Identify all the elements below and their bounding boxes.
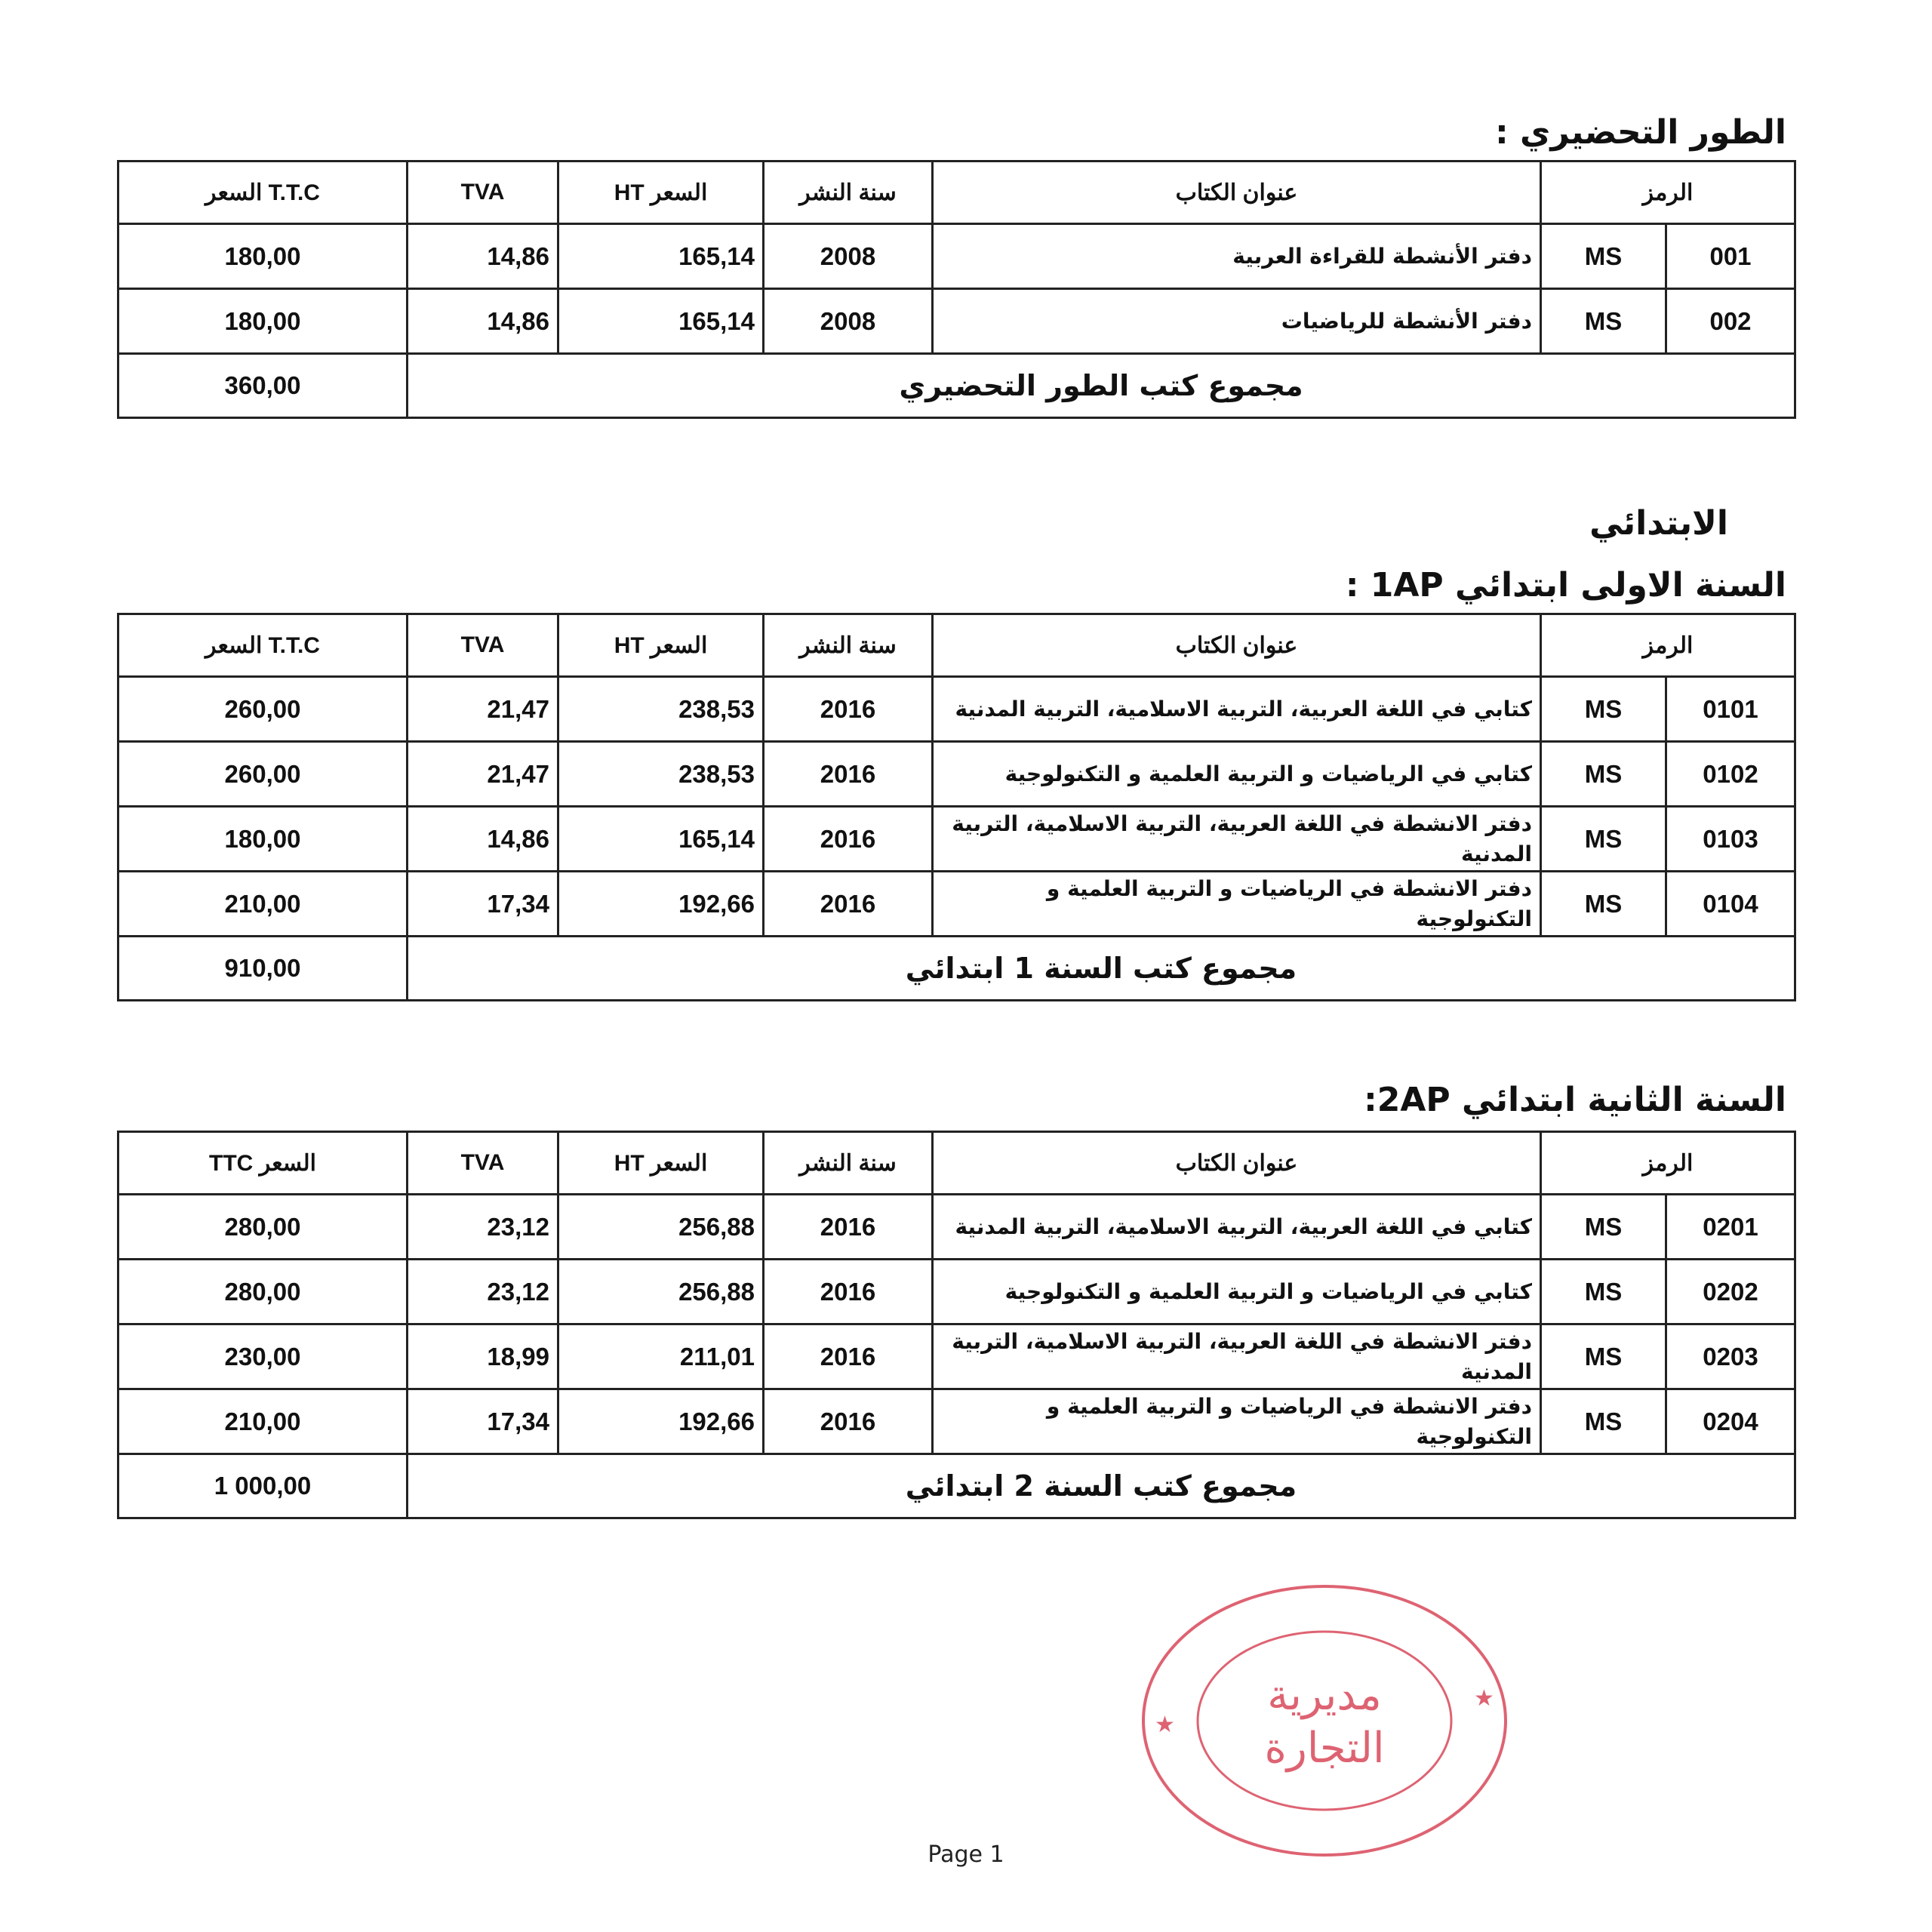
tva-cell: 17,34 bbox=[408, 1389, 558, 1454]
tva-cell: 18,99 bbox=[408, 1324, 558, 1389]
header-code: الرمز bbox=[1541, 162, 1795, 224]
ms-cell: MS bbox=[1541, 742, 1666, 807]
header-title: عنوان الكتاب bbox=[933, 162, 1541, 224]
header-tva: TVA bbox=[408, 1132, 558, 1195]
table-row bbox=[118, 289, 1795, 354]
book-title-cell: كتابي في اللغة العربية، التربية الاسلامية، التربية المدنية bbox=[933, 677, 1541, 742]
header-title: عنوان الكتاب bbox=[933, 1132, 1541, 1195]
header-ht: السعر HT bbox=[558, 162, 764, 224]
total-value: 360,00 bbox=[118, 354, 408, 418]
tva-cell: 23,12 bbox=[408, 1195, 558, 1260]
total-value: 910,00 bbox=[118, 937, 408, 1001]
price-table-preparatory bbox=[117, 160, 1796, 419]
tva-cell: 21,47 bbox=[408, 742, 558, 807]
price-table-1ap bbox=[117, 613, 1796, 1001]
header-code: الرمز bbox=[1541, 614, 1795, 677]
ttc-cell: 180,00 bbox=[118, 807, 408, 872]
stamp-star-right: ★ bbox=[1474, 1685, 1494, 1712]
tva-cell: 14,86 bbox=[408, 224, 558, 289]
ht-cell: 165,14 bbox=[558, 807, 764, 872]
ttc-cell: 260,00 bbox=[118, 742, 408, 807]
ttc-cell: 180,00 bbox=[118, 289, 408, 354]
price-table-2ap bbox=[117, 1131, 1796, 1519]
ms-cell: MS bbox=[1541, 677, 1666, 742]
book-title-cell: دفتر الانشطة في الرياضيات و التربية العلمية و التكنولوجية bbox=[933, 872, 1541, 937]
code-cell: 001 bbox=[1666, 224, 1795, 289]
stamp-inner-ring bbox=[1198, 1632, 1451, 1810]
tva-cell: 17,34 bbox=[408, 872, 558, 937]
book-title-cell: دفتر الانشطة في اللغة العربية، التربية الاسلامية، التربية المدنية bbox=[933, 1324, 1541, 1389]
table-header-row bbox=[118, 614, 1795, 677]
ht-cell: 192,66 bbox=[558, 1389, 764, 1454]
total-label: مجموع كتب السنة 2 ابتدائي bbox=[408, 1454, 1795, 1518]
code-cell: 0202 bbox=[1666, 1260, 1795, 1324]
book-title-cell: دفتر الأنشطة للقراءة العربية bbox=[933, 224, 1541, 289]
ht-cell: 238,53 bbox=[558, 677, 764, 742]
book-title-cell: دفتر الانشطة في اللغة العربية، التربية الاسلامية، التربية المدنية bbox=[933, 807, 1541, 872]
book-title-cell: كتابي في اللغة العربية، التربية الاسلامية، التربية المدنية bbox=[933, 1195, 1541, 1260]
header-ht: السعر HT bbox=[558, 614, 764, 677]
total-row bbox=[118, 937, 1795, 1001]
ms-cell: MS bbox=[1541, 1389, 1666, 1454]
header-year: سنة النشر bbox=[764, 614, 933, 677]
code-cell: 0201 bbox=[1666, 1195, 1795, 1260]
section-heading-1ap: السنة الاولى ابتدائي 1AP : bbox=[1345, 566, 1786, 605]
year-cell: 2016 bbox=[764, 1195, 933, 1260]
table-row bbox=[118, 872, 1795, 937]
page-number: Page 1 bbox=[928, 1841, 1004, 1868]
stamp-center-line1: مديرية bbox=[1267, 1671, 1382, 1720]
section-heading-preparatory: الطور التحضيري : bbox=[1495, 113, 1786, 152]
code-cell: 0204 bbox=[1666, 1389, 1795, 1454]
table-row bbox=[118, 1195, 1795, 1260]
total-label: مجموع كتب الطور التحضيري bbox=[408, 354, 1795, 418]
ttc-cell: 230,00 bbox=[118, 1324, 408, 1389]
header-ht: السعر HT bbox=[558, 1132, 764, 1195]
ms-cell: MS bbox=[1541, 1260, 1666, 1324]
header-code: الرمز bbox=[1541, 1132, 1795, 1195]
stamp-star-left: ★ bbox=[1155, 1712, 1175, 1738]
ttc-cell: 180,00 bbox=[118, 224, 408, 289]
code-cell: 0203 bbox=[1666, 1324, 1795, 1389]
book-title-cell: كتابي في الرياضيات و التربية العلمية و التكنولوجية bbox=[933, 1260, 1541, 1324]
year-cell: 2008 bbox=[764, 289, 933, 354]
ttc-cell: 210,00 bbox=[118, 872, 408, 937]
code-cell: 002 bbox=[1666, 289, 1795, 354]
ms-cell: MS bbox=[1541, 872, 1666, 937]
header-year: سنة النشر bbox=[764, 162, 933, 224]
ms-cell: MS bbox=[1541, 1324, 1666, 1389]
ht-cell: 192,66 bbox=[558, 872, 764, 937]
tva-cell: 14,86 bbox=[408, 807, 558, 872]
header-tva: TVA bbox=[408, 162, 558, 224]
year-cell: 2016 bbox=[764, 677, 933, 742]
ms-cell: MS bbox=[1541, 224, 1666, 289]
table-row bbox=[118, 677, 1795, 742]
total-label: مجموع كتب السنة 1 ابتدائي bbox=[408, 937, 1795, 1001]
table-row bbox=[118, 742, 1795, 807]
ht-cell: 165,14 bbox=[558, 289, 764, 354]
header-ttc: السعر TTC bbox=[118, 1132, 408, 1195]
header-ttc: السعر T.T.C bbox=[118, 162, 408, 224]
total-value: 1 000,00 bbox=[118, 1454, 408, 1518]
table-row bbox=[118, 1260, 1795, 1324]
code-cell: 0101 bbox=[1666, 677, 1795, 742]
ht-cell: 256,88 bbox=[558, 1260, 764, 1324]
year-cell: 2016 bbox=[764, 742, 933, 807]
ms-cell: MS bbox=[1541, 1195, 1666, 1260]
table-header-row bbox=[118, 162, 1795, 224]
table-row bbox=[118, 224, 1795, 289]
year-cell: 2016 bbox=[764, 1389, 933, 1454]
tva-cell: 14,86 bbox=[408, 289, 558, 354]
ttc-cell: 210,00 bbox=[118, 1389, 408, 1454]
table-row bbox=[118, 1324, 1795, 1389]
total-row bbox=[118, 1454, 1795, 1518]
ht-cell: 211,01 bbox=[558, 1324, 764, 1389]
year-cell: 2016 bbox=[764, 872, 933, 937]
header-ttc: السعر T.T.C bbox=[118, 614, 408, 677]
year-cell: 2016 bbox=[764, 1260, 933, 1324]
stamp-center-line2: التجارة bbox=[1264, 1724, 1385, 1773]
book-title-cell: كتابي في الرياضيات و التربية العلمية و التكنولوجية bbox=[933, 742, 1541, 807]
tva-cell: 21,47 bbox=[408, 677, 558, 742]
book-title-cell: دفتر الانشطة في الرياضيات و التربية العلمية و التكنولوجية bbox=[933, 1389, 1541, 1454]
table-header-row bbox=[118, 1132, 1795, 1195]
code-cell: 0102 bbox=[1666, 742, 1795, 807]
ttc-cell: 280,00 bbox=[118, 1195, 408, 1260]
ms-cell: MS bbox=[1541, 807, 1666, 872]
ht-cell: 165,14 bbox=[558, 224, 764, 289]
table-row bbox=[118, 807, 1795, 872]
group-heading-primary: الابتدائي bbox=[1589, 504, 1728, 543]
code-cell: 0104 bbox=[1666, 872, 1795, 937]
official-stamp bbox=[1136, 1581, 1513, 1860]
ttc-cell: 280,00 bbox=[118, 1260, 408, 1324]
code-cell: 0103 bbox=[1666, 807, 1795, 872]
ms-cell: MS bbox=[1541, 289, 1666, 354]
total-row bbox=[118, 354, 1795, 418]
book-title-cell: دفتر الأنشطة للرياضيات bbox=[933, 289, 1541, 354]
section-heading-2ap: السنة الثانية ابتدائي 2AP: bbox=[1364, 1081, 1786, 1119]
year-cell: 2008 bbox=[764, 224, 933, 289]
year-cell: 2016 bbox=[764, 1324, 933, 1389]
header-title: عنوان الكتاب bbox=[933, 614, 1541, 677]
header-year: سنة النشر bbox=[764, 1132, 933, 1195]
year-cell: 2016 bbox=[764, 807, 933, 872]
header-tva: TVA bbox=[408, 614, 558, 677]
ht-cell: 238,53 bbox=[558, 742, 764, 807]
ht-cell: 256,88 bbox=[558, 1195, 764, 1260]
tva-cell: 23,12 bbox=[408, 1260, 558, 1324]
table-row bbox=[118, 1389, 1795, 1454]
ttc-cell: 260,00 bbox=[118, 677, 408, 742]
